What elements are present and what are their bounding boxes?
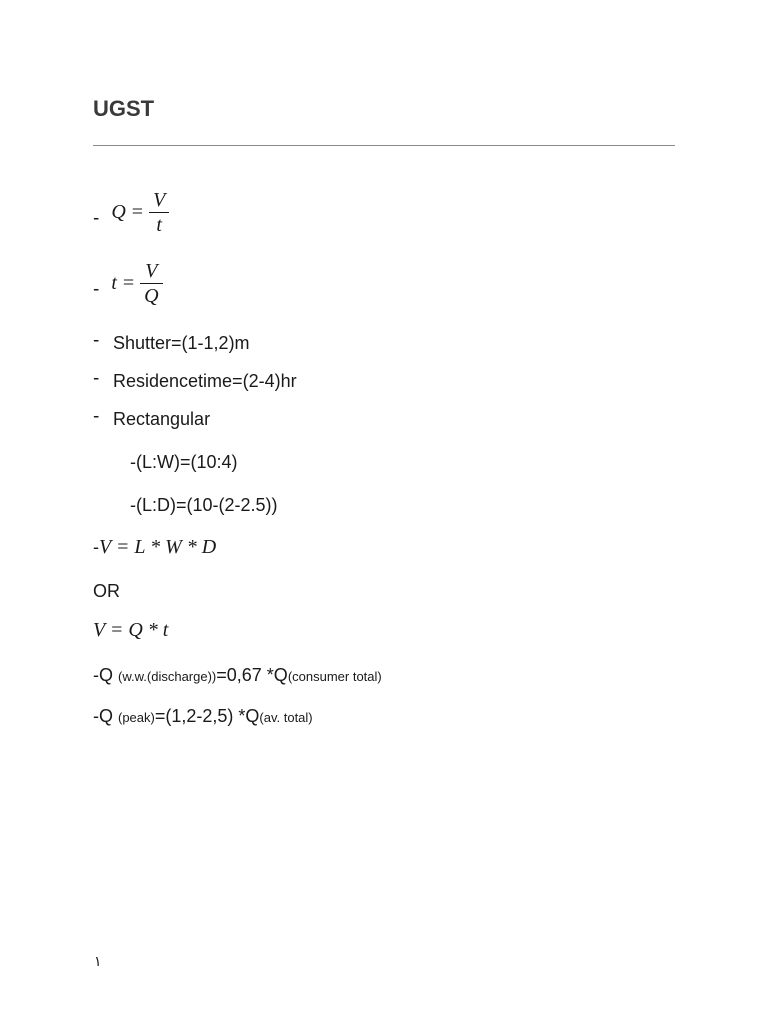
formula-equals: = bbox=[131, 201, 144, 223]
peak-formula bbox=[93, 706, 313, 727]
formula-t-definition bbox=[93, 259, 163, 308]
fraction-numerator: V bbox=[145, 260, 158, 282]
document-title: UGST bbox=[93, 96, 155, 121]
formula-lhs: t bbox=[111, 272, 117, 294]
bullet-dash: - bbox=[93, 406, 100, 427]
bullet-text: Shutter=(1-1,2)m bbox=[113, 333, 250, 353]
ratio-length-width: -(L:W)=(10:4) bbox=[130, 452, 238, 472]
fraction-denominator: t bbox=[156, 214, 162, 236]
formula-equals: = bbox=[122, 272, 135, 294]
page-number: ١ bbox=[94, 954, 102, 970]
fraction-denominator: Q bbox=[144, 285, 159, 307]
bullet-item-residence-time bbox=[93, 368, 297, 392]
title-divider bbox=[93, 145, 675, 146]
bullet-dash: - bbox=[93, 207, 100, 229]
discharge-consumer-subscript: (consumer total) bbox=[287, 669, 382, 684]
bullet-dash: - bbox=[93, 368, 100, 389]
formula-lhs: Q bbox=[111, 201, 126, 223]
or-label: OR bbox=[93, 581, 120, 601]
discharge-formula bbox=[93, 665, 382, 686]
discharge-prefix: -Q bbox=[93, 665, 118, 685]
peak-prefix: -Q bbox=[93, 706, 118, 726]
bullet-dash: - bbox=[93, 278, 100, 300]
formula-q-definition bbox=[93, 188, 169, 237]
peak-factor: =(1,2-2,5) *Q bbox=[154, 706, 260, 726]
formula-expression: V = L * W * D bbox=[99, 536, 217, 558]
bullet-text: Rectangular bbox=[113, 409, 211, 429]
formula-fraction bbox=[140, 259, 162, 308]
bullet-item-shutter bbox=[93, 330, 250, 354]
formula-prefix: - bbox=[93, 537, 99, 557]
discharge-factor: =0,67 *Q bbox=[216, 665, 288, 685]
ratio-length-depth: -(L:D)=(10-(2-2.5)) bbox=[130, 495, 278, 515]
bullet-text: Residencetime=(2-4)hr bbox=[113, 371, 297, 391]
volume-formula-dimensions bbox=[93, 536, 216, 559]
volume-formula-flow: V = Q * t bbox=[93, 619, 169, 641]
discharge-subscript: (w.w.(discharge)) bbox=[118, 669, 217, 684]
peak-average-subscript: (av. total) bbox=[259, 710, 313, 725]
bullet-item-rectangular bbox=[93, 406, 211, 430]
peak-subscript: (peak) bbox=[118, 710, 155, 725]
formula-fraction bbox=[149, 188, 169, 237]
fraction-numerator: V bbox=[153, 189, 166, 211]
bullet-dash: - bbox=[93, 330, 100, 351]
